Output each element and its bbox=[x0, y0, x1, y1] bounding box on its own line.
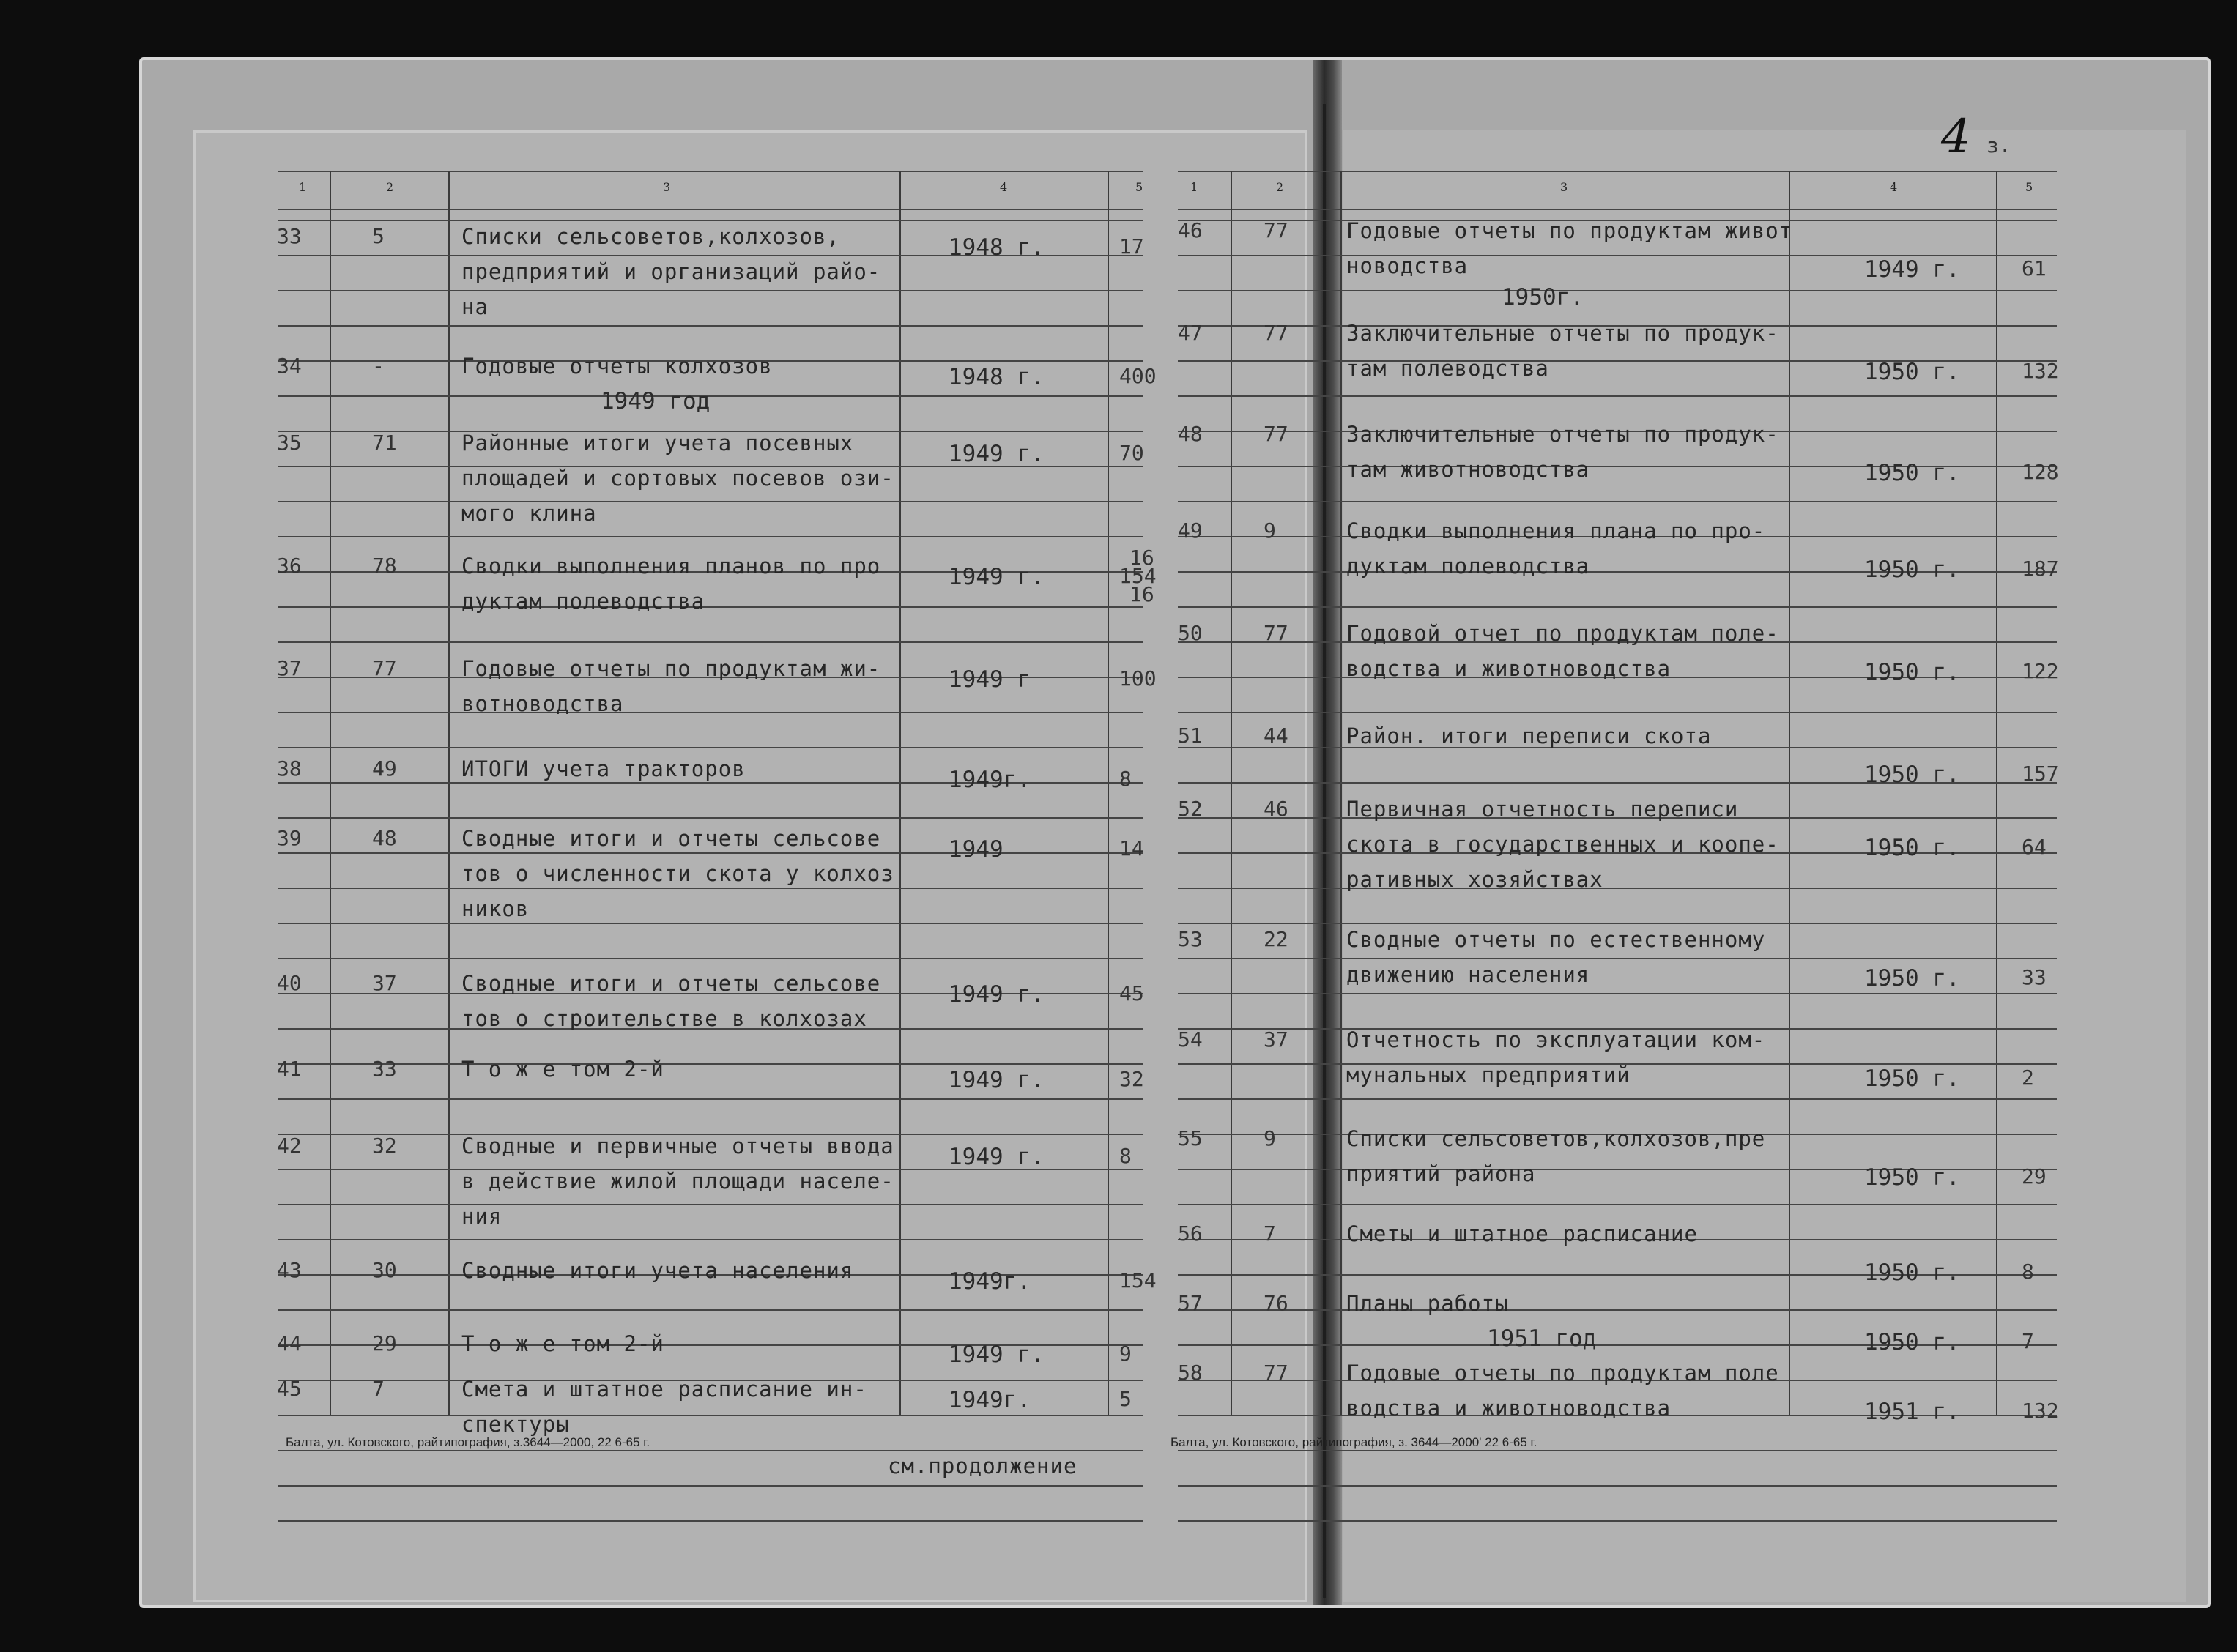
column-line bbox=[1340, 171, 1342, 1415]
footer-left: Балта, ул. Котовского, райтипография, з.3644—2000, 22 6-65 г. bbox=[286, 1435, 650, 1449]
record-year: 1950 г. bbox=[1864, 359, 1960, 385]
record-year: 1950 г. bbox=[1864, 835, 1960, 861]
rule-line bbox=[1178, 993, 2057, 994]
archive-item-number: 49 bbox=[372, 756, 397, 781]
record-title: новодства bbox=[1346, 253, 1469, 278]
row-number: 45 bbox=[277, 1377, 302, 1401]
marginal-number: 16 bbox=[1129, 546, 1154, 570]
archive-item-number: - bbox=[372, 354, 385, 378]
sheet-count: 29 bbox=[2022, 1164, 2047, 1188]
record-year: 1949 г. bbox=[949, 564, 1045, 590]
rule-line bbox=[278, 171, 1143, 172]
record-title: Т о ж е том 2-й bbox=[461, 1057, 664, 1082]
rule-line bbox=[278, 395, 1143, 397]
gutter-fold bbox=[1323, 104, 1326, 1598]
row-number: 37 bbox=[277, 656, 302, 680]
column-line bbox=[448, 171, 450, 1415]
row-number: 35 bbox=[277, 431, 302, 455]
record-year: 1950 г. bbox=[1864, 762, 1960, 788]
record-title: ников bbox=[461, 896, 530, 921]
rule-line bbox=[1178, 1204, 2057, 1205]
row-number: 57 bbox=[1178, 1291, 1203, 1315]
record-title: Сводные итоги и отчеты сельсове bbox=[461, 826, 881, 851]
rule-line bbox=[1178, 1450, 2057, 1451]
record-year: 1950 г. bbox=[1864, 557, 1960, 583]
record-title: Сводные отчеты по естественному bbox=[1346, 927, 1766, 952]
sheet-count: 70 bbox=[1119, 441, 1144, 465]
column-number-3: 3 bbox=[1560, 180, 1568, 194]
record-title: Сводные итоги учета населения bbox=[461, 1258, 854, 1283]
record-title: предприятий и организаций райо- bbox=[461, 259, 881, 284]
archive-item-number: 5 bbox=[372, 224, 385, 248]
archive-item-number: 37 bbox=[372, 971, 397, 995]
archive-item-number: 7 bbox=[1264, 1221, 1276, 1246]
rule-line bbox=[278, 958, 1143, 959]
row-number: 51 bbox=[1178, 723, 1203, 748]
row-number: 42 bbox=[277, 1134, 302, 1158]
record-title: мунальных предприятий bbox=[1346, 1063, 1631, 1087]
row-number: 46 bbox=[1178, 218, 1203, 242]
archive-item-number: 44 bbox=[1264, 723, 1288, 748]
corner-page-suffix: з. bbox=[1986, 133, 2011, 157]
rule-line bbox=[1178, 958, 2057, 959]
row-number: 39 bbox=[277, 826, 302, 850]
sheet-count: 187 bbox=[2022, 557, 2059, 581]
archive-item-number: 78 bbox=[372, 554, 397, 578]
column-number-2: 2 bbox=[386, 180, 394, 194]
record-title: на bbox=[461, 294, 489, 319]
record-title: ИТОГИ учета тракторов bbox=[461, 756, 746, 781]
record-title: дуктам полеводства bbox=[461, 589, 705, 614]
record-year: 1951 г. bbox=[1864, 1399, 1960, 1425]
record-year: 1950 г. bbox=[1864, 1329, 1960, 1355]
record-year: 1949г. bbox=[949, 1387, 1031, 1413]
record-title: Планы работы bbox=[1346, 1291, 1509, 1316]
record-title: Годовые отчеты по продуктам поле bbox=[1346, 1361, 1779, 1385]
row-number: 36 bbox=[277, 554, 302, 578]
record-title: дуктам полеводства bbox=[1346, 554, 1590, 578]
year-header: 1951 год bbox=[1487, 1325, 1597, 1352]
sheet-count: 8 bbox=[2022, 1260, 2034, 1284]
sheet-count: 100 bbox=[1119, 666, 1157, 691]
record-title: тов о строительстве в колхозах bbox=[461, 1006, 867, 1031]
record-title: ративных хозяйствах bbox=[1346, 867, 1603, 892]
archive-item-number: 77 bbox=[1264, 321, 1288, 345]
rule-line bbox=[278, 1520, 1143, 1522]
record-title: Первичная отчетность переписи bbox=[1346, 797, 1739, 822]
rule-line bbox=[1178, 1485, 2057, 1487]
rule-line bbox=[1178, 888, 2057, 889]
sheet-count: 128 bbox=[2022, 460, 2059, 484]
archive-item-number: 71 bbox=[372, 431, 397, 455]
continuation-note: см.продолжение bbox=[888, 1454, 1077, 1478]
rule-line bbox=[278, 501, 1143, 502]
row-number: 44 bbox=[277, 1331, 302, 1355]
record-title: Сводки выполнения плана по про- bbox=[1346, 518, 1766, 543]
record-title: ния bbox=[461, 1204, 502, 1229]
record-year: 1949 г. bbox=[949, 1144, 1045, 1170]
column-line bbox=[1231, 171, 1232, 1415]
record-title: движению населения bbox=[1346, 962, 1590, 987]
record-year: 1949г. bbox=[949, 767, 1031, 793]
column-line bbox=[1996, 171, 1997, 1415]
row-number: 53 bbox=[1178, 927, 1203, 951]
sheet-count: 132 bbox=[2022, 1399, 2059, 1423]
record-year: 1949 г. bbox=[949, 1067, 1045, 1093]
sheet-count: 157 bbox=[2022, 762, 2059, 786]
record-title: Сводные итоги и отчеты сельсове bbox=[461, 971, 881, 996]
sheet-count: 45 bbox=[1119, 981, 1144, 1005]
rule-line bbox=[1178, 923, 2057, 924]
rule-line bbox=[1178, 1098, 2057, 1100]
row-number: 52 bbox=[1178, 797, 1203, 821]
record-year: 1949 bbox=[949, 836, 1004, 863]
record-title: Сводные и первичные отчеты ввода bbox=[461, 1134, 894, 1158]
sheet-count: 33 bbox=[2022, 965, 2047, 989]
record-year: 1950 г. bbox=[1864, 1065, 1960, 1092]
rule-line bbox=[278, 1309, 1143, 1311]
year-header: 1949 год bbox=[601, 388, 711, 414]
rule-line bbox=[1178, 501, 2057, 502]
archive-item-number: 9 bbox=[1264, 1126, 1276, 1150]
archive-item-number: 77 bbox=[1264, 621, 1288, 645]
sheet-count: 14 bbox=[1119, 836, 1144, 860]
row-number: 48 bbox=[1178, 422, 1203, 446]
record-year: 1950 г. bbox=[1864, 965, 1960, 991]
rule-line bbox=[278, 641, 1143, 643]
row-number: 40 bbox=[277, 971, 302, 995]
record-title: Годовой отчет по продуктам поле- bbox=[1346, 621, 1779, 646]
rule-line bbox=[278, 1063, 1143, 1065]
record-title: Район. итоги переписи скота bbox=[1346, 723, 1712, 748]
record-title: Районные итоги учета посевных bbox=[461, 431, 854, 455]
record-title: тов о численности скота у колхоз bbox=[461, 861, 894, 886]
sheet-count: 132 bbox=[2022, 359, 2059, 383]
sheet-count: 400 bbox=[1119, 364, 1157, 388]
sheet-count: 17 bbox=[1119, 234, 1144, 258]
column-number-4: 4 bbox=[1000, 180, 1008, 194]
archive-item-number: 37 bbox=[1264, 1027, 1288, 1052]
row-number: 47 bbox=[1178, 321, 1203, 345]
record-title: скота в государственных и коопе- bbox=[1346, 832, 1779, 857]
rule-line bbox=[278, 1450, 1143, 1451]
archive-item-number: 77 bbox=[1264, 1361, 1288, 1385]
rule-line bbox=[278, 1485, 1143, 1487]
record-title: Заключительные отчеты по продук- bbox=[1346, 422, 1779, 447]
row-number: 33 bbox=[277, 224, 302, 248]
record-year: 1950 г. bbox=[1864, 1260, 1960, 1286]
record-year: 1950 г. bbox=[1864, 460, 1960, 486]
record-title: Сметы и штатное расписание bbox=[1346, 1221, 1698, 1246]
column-line bbox=[330, 171, 331, 1415]
archive-item-number: 9 bbox=[1264, 518, 1276, 543]
record-title: Заключительные отчеты по продук- bbox=[1346, 321, 1779, 346]
archive-item-number: 46 bbox=[1264, 797, 1288, 821]
sheet-count: 8 bbox=[1119, 1144, 1132, 1168]
column-number-2: 2 bbox=[1276, 180, 1284, 194]
footer-right: Балта, ул. Котовского, райтипография, з. 3644—2000' 22 6-65 г. bbox=[1171, 1435, 1537, 1449]
record-title: Отчетность по эксплуатации ком- bbox=[1346, 1027, 1766, 1052]
rule-line bbox=[278, 1098, 1143, 1100]
column-line bbox=[1789, 171, 1790, 1415]
rule-line bbox=[278, 536, 1143, 537]
archive-item-number: 76 bbox=[1264, 1291, 1288, 1315]
archive-item-number: 33 bbox=[372, 1057, 397, 1081]
record-title: водства и животноводства bbox=[1346, 656, 1672, 681]
rule-line bbox=[1178, 1520, 2057, 1522]
record-title: спектуры bbox=[461, 1412, 570, 1437]
sheet-count: 122 bbox=[2022, 659, 2059, 683]
archive-item-number: 77 bbox=[372, 656, 397, 680]
record-title: Т о ж е том 2-й bbox=[461, 1331, 664, 1356]
archive-item-number: 77 bbox=[1264, 218, 1288, 242]
sheet-count: 32 bbox=[1119, 1067, 1144, 1091]
sheet-count: 61 bbox=[2022, 256, 2047, 280]
record-title: в действие жилой площади населе- bbox=[461, 1169, 894, 1194]
row-number: 58 bbox=[1178, 1361, 1203, 1385]
row-number: 55 bbox=[1178, 1126, 1203, 1150]
record-title: Годовые отчеты колхозов bbox=[461, 354, 773, 379]
record-title: водства и животноводства bbox=[1346, 1396, 1672, 1421]
rule-line bbox=[1178, 712, 2057, 713]
record-year: 1949 г bbox=[949, 666, 1031, 693]
rule-line bbox=[1178, 606, 2057, 608]
record-title: вотноводства bbox=[461, 691, 624, 716]
column-number-1: 1 bbox=[299, 180, 307, 194]
archive-item-number: 77 bbox=[1264, 422, 1288, 446]
sheet-count: 2 bbox=[2022, 1065, 2034, 1090]
record-year: 1949 г. bbox=[949, 981, 1045, 1008]
record-title: Списки сельсоветов,колхозов, bbox=[461, 224, 840, 249]
rule-line bbox=[278, 220, 1143, 221]
row-number: 34 bbox=[277, 354, 302, 378]
rule-line bbox=[278, 325, 1143, 327]
rule-line bbox=[278, 290, 1143, 291]
column-line bbox=[899, 171, 901, 1415]
sheet-count: 64 bbox=[2022, 835, 2047, 859]
record-year: 1949г. bbox=[949, 1268, 1031, 1295]
record-title: приятий района bbox=[1346, 1161, 1536, 1186]
rule-line bbox=[278, 1204, 1143, 1205]
record-title: Сводки выполнения планов по про bbox=[461, 554, 881, 578]
record-year: 1949 г. bbox=[1864, 256, 1960, 283]
record-title: Списки сельсоветов,колхозов,пре bbox=[1346, 1126, 1766, 1151]
column-number-5: 5 bbox=[1135, 180, 1143, 194]
archive-item-number: 32 bbox=[372, 1134, 397, 1158]
row-number: 41 bbox=[277, 1057, 302, 1081]
rule-line bbox=[1178, 1309, 2057, 1311]
record-title: мого клина bbox=[461, 501, 597, 526]
rule-line bbox=[278, 209, 1143, 210]
archive-item-number: 22 bbox=[1264, 927, 1288, 951]
rule-line bbox=[1178, 395, 2057, 397]
rule-line bbox=[278, 747, 1143, 748]
record-title: там полеводства bbox=[1346, 356, 1549, 381]
record-year: 1948 г. bbox=[949, 234, 1045, 261]
year-header: 1950г. bbox=[1502, 284, 1584, 310]
record-year: 1950 г. bbox=[1864, 1164, 1960, 1191]
record-year: 1950 г. bbox=[1864, 659, 1960, 685]
record-title: площадей и сортовых посевов ози- bbox=[461, 466, 894, 491]
rule-line bbox=[278, 1239, 1143, 1240]
sheet-count: 7 bbox=[2022, 1329, 2034, 1353]
sheet-count: 9 bbox=[1119, 1342, 1132, 1366]
rule-line bbox=[278, 606, 1143, 608]
rule-line bbox=[278, 712, 1143, 713]
column-number-5: 5 bbox=[2025, 180, 2033, 194]
rule-line bbox=[278, 923, 1143, 924]
row-number: 54 bbox=[1178, 1027, 1203, 1052]
column-number-4: 4 bbox=[1890, 180, 1898, 194]
archive-item-number: 48 bbox=[372, 826, 397, 850]
column-number-1: 1 bbox=[1190, 180, 1198, 194]
record-year: 1948 г. bbox=[949, 364, 1045, 390]
rule-line bbox=[1178, 209, 2057, 210]
row-number: 50 bbox=[1178, 621, 1203, 645]
rule-line bbox=[1178, 290, 2057, 291]
record-title: Годовые отчеты по продуктам жи- bbox=[461, 656, 881, 681]
rule-line bbox=[278, 852, 1143, 854]
record-title: там животноводства bbox=[1346, 457, 1590, 482]
row-number: 49 bbox=[1178, 518, 1203, 543]
rule-line bbox=[278, 1415, 1143, 1416]
record-year: 1949 г. bbox=[949, 441, 1045, 467]
marginal-number: 16 bbox=[1129, 582, 1154, 606]
rule-line bbox=[1178, 171, 2057, 172]
book-spine bbox=[1313, 60, 1342, 1605]
record-year: 1949 г. bbox=[949, 1342, 1045, 1368]
rule-line bbox=[278, 888, 1143, 889]
sheet-count: 5 bbox=[1119, 1387, 1132, 1411]
column-line bbox=[1108, 171, 1109, 1415]
archive-item-number: 7 bbox=[372, 1377, 385, 1401]
column-number-3: 3 bbox=[663, 180, 671, 194]
record-title: Годовые отчеты по продуктам живот bbox=[1346, 218, 1793, 243]
rule-line bbox=[278, 817, 1143, 819]
sheet-count: 154 bbox=[1119, 1268, 1157, 1292]
row-number: 38 bbox=[277, 756, 302, 781]
archive-item-number: 29 bbox=[372, 1331, 397, 1355]
sheet-count: 154 bbox=[1119, 564, 1157, 588]
sheet-count: 8 bbox=[1119, 767, 1132, 791]
row-number: 56 bbox=[1178, 1221, 1203, 1246]
corner-page-number: 4 bbox=[1941, 110, 1971, 164]
row-number: 43 bbox=[277, 1258, 302, 1282]
record-title: Смета и штатное расписание ин- bbox=[461, 1377, 867, 1402]
archive-item-number: 30 bbox=[372, 1258, 397, 1282]
